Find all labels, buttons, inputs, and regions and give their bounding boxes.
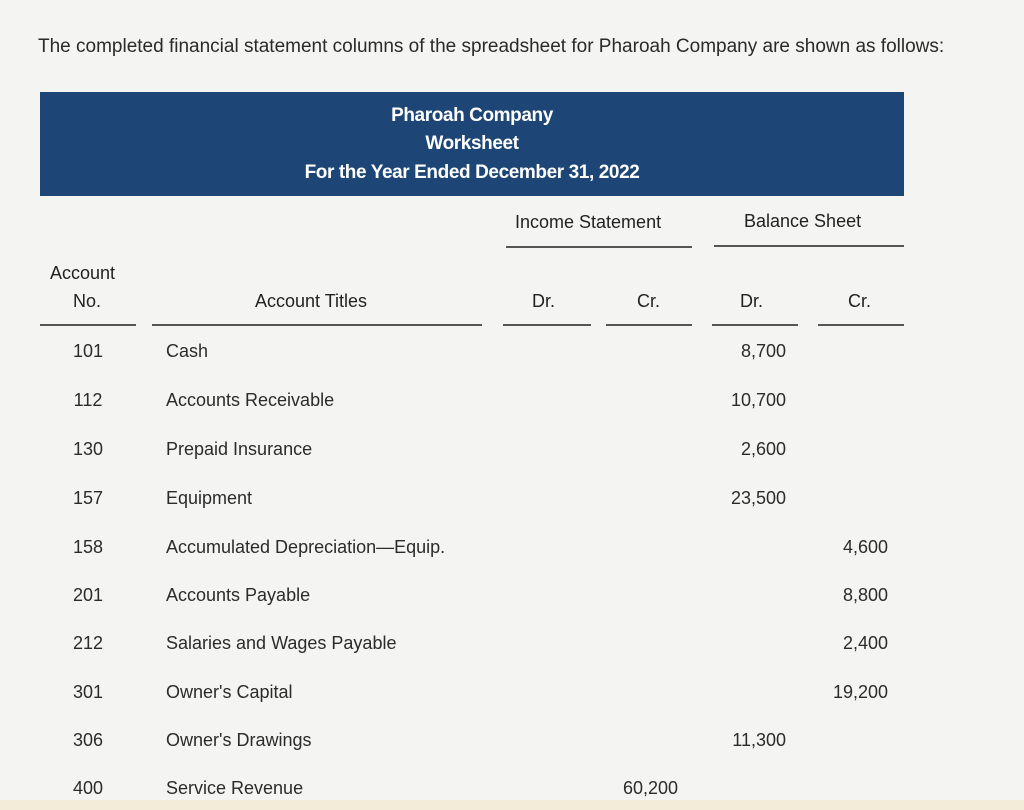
account-titles-rule	[152, 324, 482, 326]
account-no-rule	[40, 324, 136, 326]
bs-dr-value: 11,300	[732, 730, 786, 750]
account-no: 306	[72, 730, 104, 750]
income-statement-header: Income Statement	[515, 212, 662, 232]
company-name: Pharoah Company	[391, 105, 553, 126]
bs-dr-value: 10,700	[730, 390, 786, 410]
account-title: Service Revenue	[166, 778, 304, 798]
bs-cr-value: 8,800	[842, 585, 888, 605]
account-title: Equipment	[166, 488, 253, 508]
account-no: 101	[72, 341, 104, 361]
account-titles-header: Account Titles	[255, 291, 368, 311]
income-statement-rule	[506, 246, 692, 248]
account-no: 301	[72, 682, 104, 702]
account-no: 112	[73, 390, 103, 410]
account-title: Accounts Payable	[166, 585, 311, 605]
account-title: Cash	[166, 341, 209, 361]
bs-cr-value: 19,200	[832, 682, 888, 702]
is-cr-value: 60,200	[622, 778, 678, 798]
account-title: Accounts Receivable	[166, 390, 335, 410]
account-no: 157	[72, 488, 104, 508]
is-dr-header: Dr.	[532, 291, 556, 311]
account-no: 130	[72, 439, 104, 459]
account-no: 158	[72, 537, 104, 557]
balance-sheet-header: Balance Sheet	[744, 211, 862, 231]
bs-cr-value: 4,600	[842, 537, 888, 557]
is-dr-rule	[503, 324, 591, 326]
bs-dr-header: Dr.	[740, 291, 764, 311]
account-title: Owner's Capital	[166, 682, 293, 702]
bs-dr-rule	[712, 324, 798, 326]
bs-cr-rule	[818, 324, 904, 326]
bs-dr-value: 23,500	[730, 488, 786, 508]
worksheet-title: Worksheet	[425, 133, 519, 154]
is-cr-rule	[606, 324, 692, 326]
account-no-header-line2: No.	[73, 291, 102, 311]
account-no-header-line1: Account	[50, 263, 116, 283]
page-bottom-strip	[0, 800, 1024, 810]
account-title: Owner's Drawings	[166, 730, 312, 750]
account-title: Salaries and Wages Payable	[166, 633, 397, 653]
account-no: 212	[72, 633, 104, 653]
bs-cr-value: 2,400	[842, 633, 888, 653]
bs-dr-value: 8,700	[740, 341, 786, 361]
period-line: For the Year Ended December 31, 2022	[304, 162, 640, 183]
balance-sheet-rule	[714, 245, 904, 247]
bs-dr-value: 2,600	[740, 439, 786, 459]
account-title: Prepaid Insurance	[166, 439, 313, 459]
bs-cr-header: Cr.	[848, 291, 872, 311]
intro-text: The completed financial statement columns of the spreadsheet for Pharoah Company are shown as follows:	[38, 36, 945, 57]
account-no: 400	[72, 778, 104, 798]
account-title: Accumulated Depreciation—Equip.	[166, 537, 446, 557]
worksheet-header-banner	[40, 92, 904, 196]
is-cr-header: Cr.	[637, 291, 661, 311]
account-no: 201	[72, 585, 104, 605]
